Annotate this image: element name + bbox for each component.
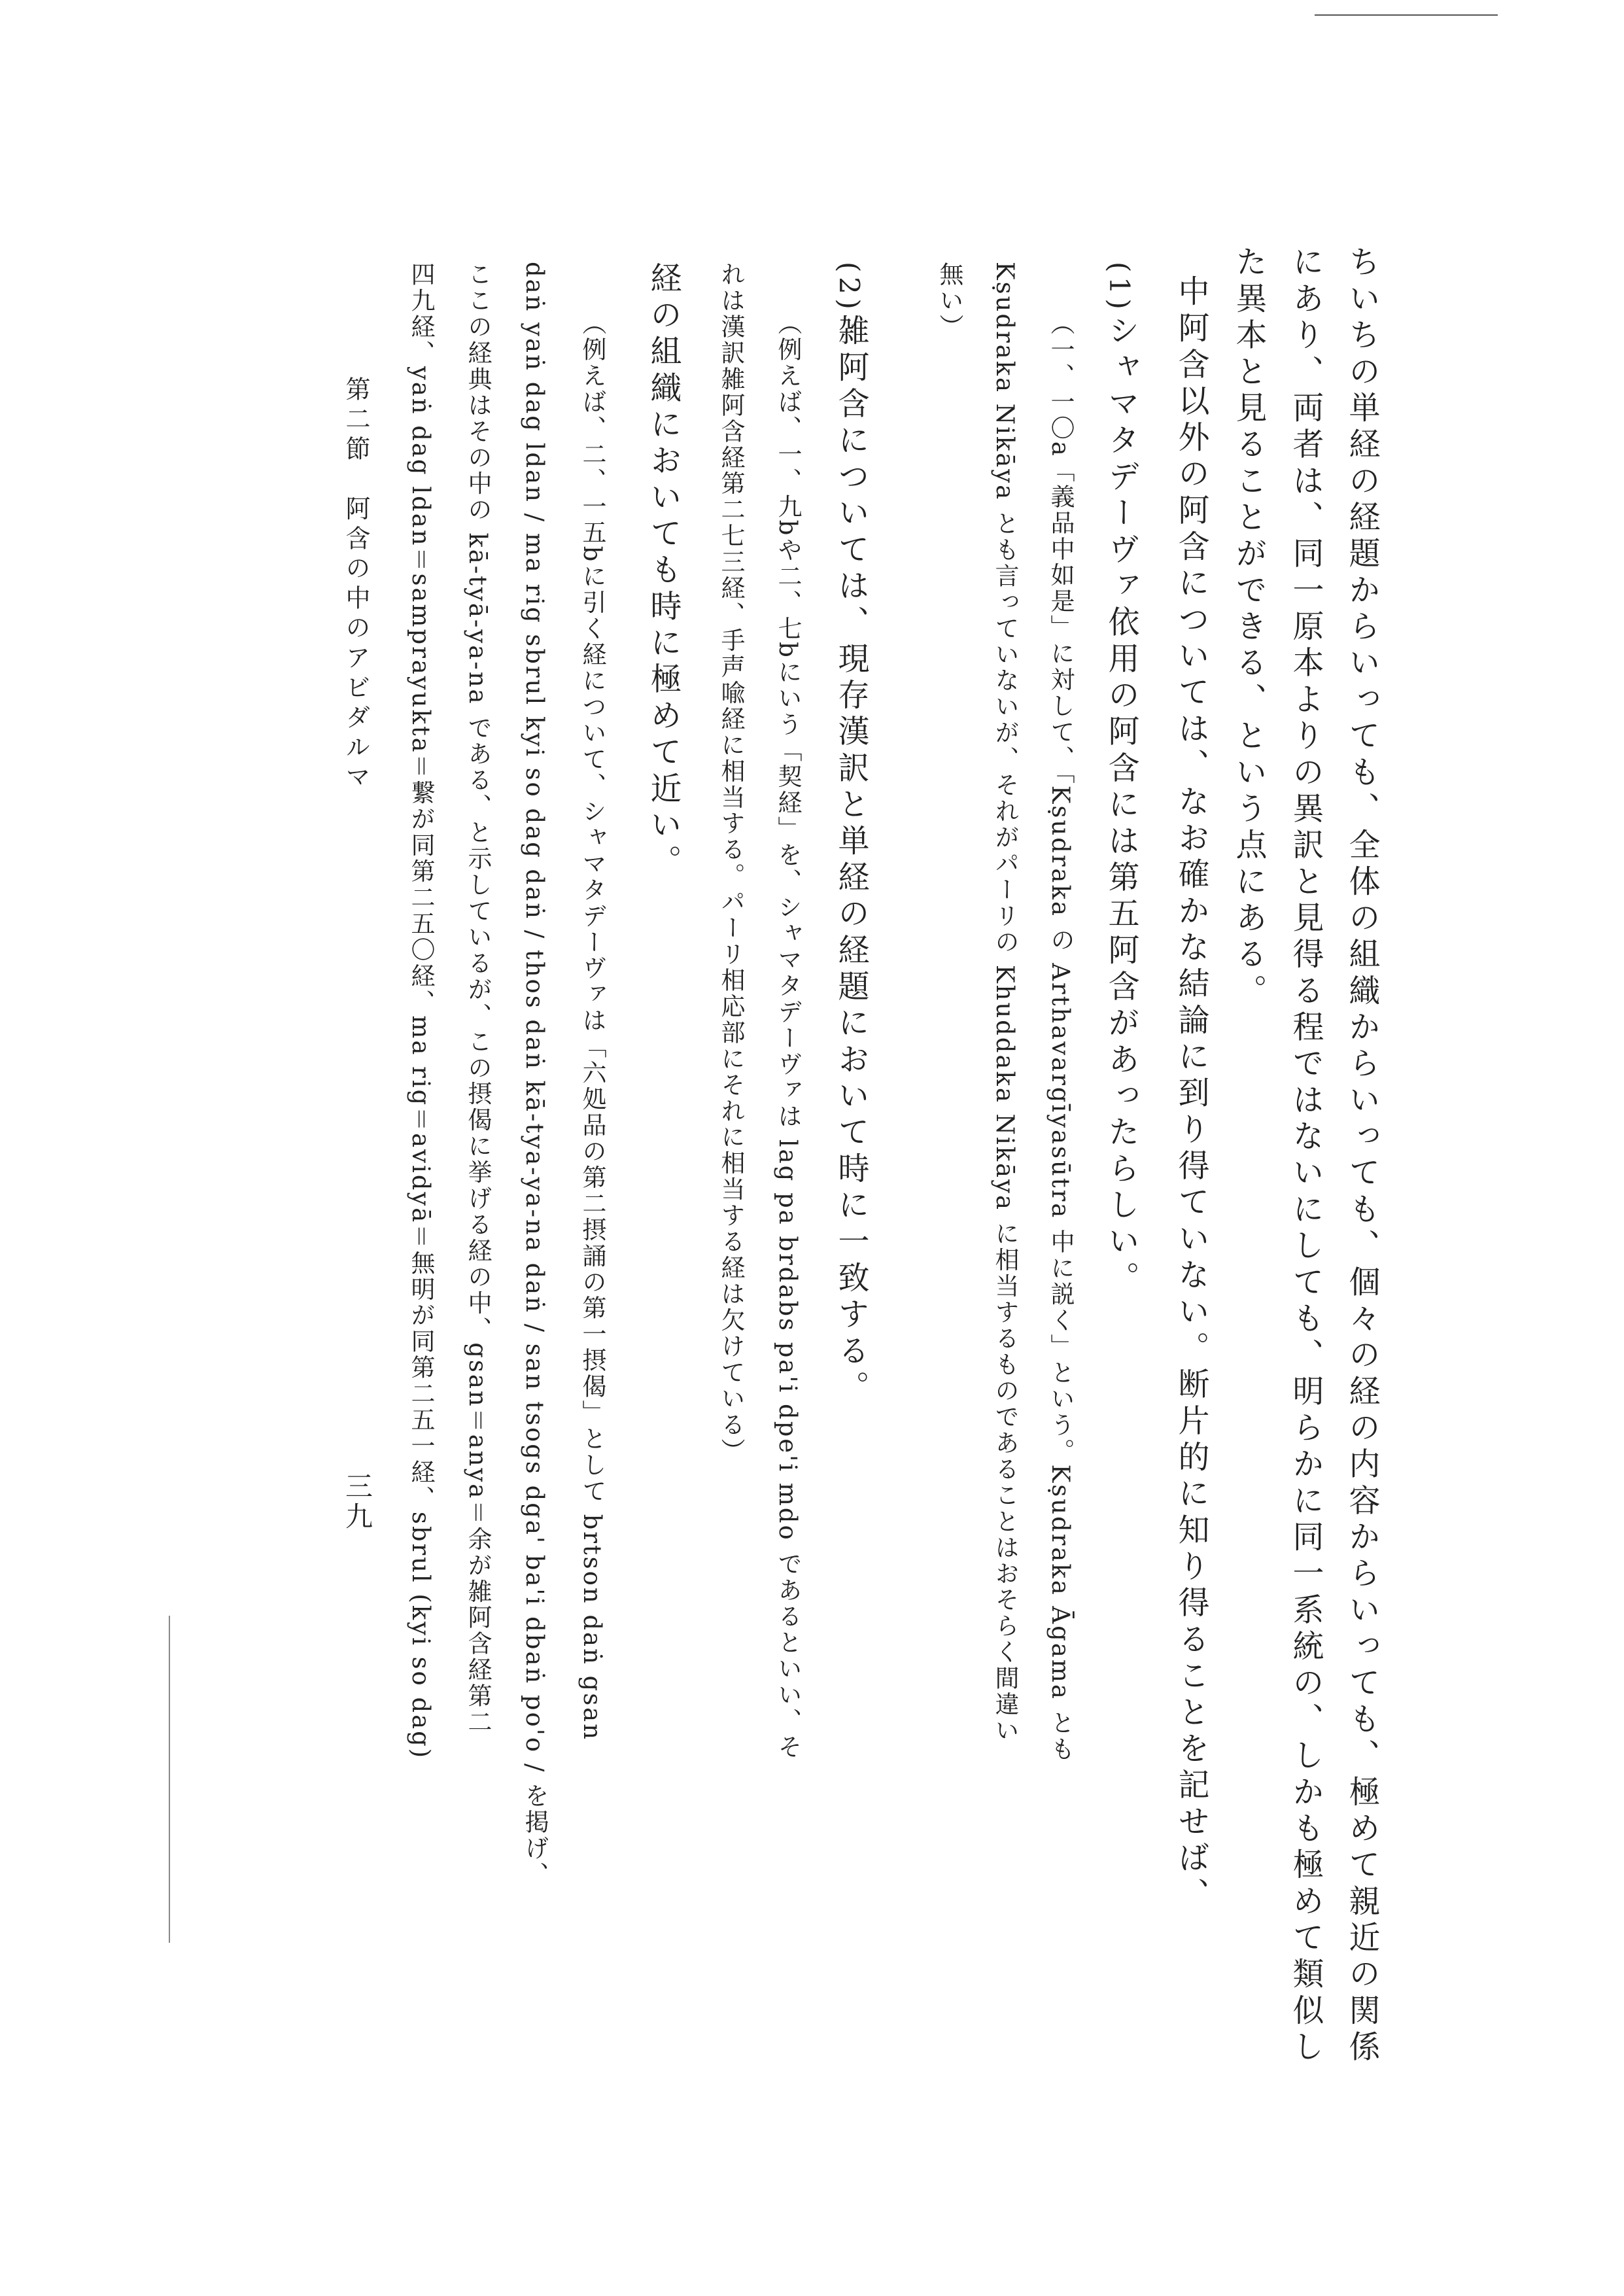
left-margin-rule — [169, 1616, 170, 1943]
note-line-1: （一、一〇a「義品中如是」に対して、「Kṣudraka の Arthavargīyasūtra 中に説く」という。Kṣudraka Āgama とも — [1046, 311, 1075, 1763]
section-marker-1: (1) — [1103, 262, 1135, 314]
note-line-5: れは漢訳雑阿含経第二七三経、手声喩経に相当する。パーリ相応部にそれに相当する経は欠けている） — [717, 262, 745, 1465]
running-head: 第二節 阿含の中のアビダルマ — [341, 376, 370, 794]
body-line-7: 経の組織においても時に極めて近い。 — [645, 262, 682, 881]
note-line-4: （例えば、一、九bや二、七bにいう「契経」を、シャマタデーヴァは lag pa brdabs pa'i dpe'i mdo であるといい、そ — [774, 311, 802, 1761]
body-line-4: 中阿含以外の阿含については、なお確かな結論に到り得ていない。断片的に知り得ることを記せば、 — [1173, 275, 1209, 1914]
note-line-6: （例えば、二、一五bに引く経について、シャマタデーヴァは「六処品の第二摂誦の第一摂偈」として brtson daṅ gsan — [578, 311, 606, 1741]
note-line-9: 四九経、yaṅ dag ldan＝samprayukta＝繋が同第二五〇経、ma rig＝avidyā＝無明が同第二五一経、sbrul (kyi so dag) — [407, 262, 435, 1760]
note-line-8: ここの経典はその中の kā-tyā-ya-na である、と示しているが、この摂偈に挙げる経の中、gsan＝anya＝余が雑阿含経第二 — [464, 262, 492, 1735]
top-rule — [1315, 14, 1498, 16]
note-line-2: Kṣudraka Nikāya とも言っていないが、それがパーリの Khuddaka Nikāya に相当するものであることはおそらく間違い — [991, 262, 1019, 1744]
body-line-2: にあり、両者は、同一原本よりの異訳と見得る程ではないにしても、明らかに同一系統の、しかも極めて類似し — [1287, 245, 1324, 2066]
body-line-6: 雑阿含については、現存漢訳と単経の経題において時に一致する。 — [833, 314, 869, 1407]
note-line-7: daṅ yaṅ dag ldan / ma rig sbrul kyi so dag daṅ / thos daṅ kā-tya-ya-na daṅ / san tsogs dga' ba'i dbaṅ po'o / を掲げ、 — [521, 262, 549, 1888]
page-number: 三九 — [341, 1472, 373, 1533]
section-marker-2: (2) — [833, 262, 865, 314]
body-line-3: た異本と見ることができる、という点にある。 — [1230, 245, 1267, 1011]
note-line-3: 無い） — [935, 262, 963, 340]
body-line-1: ちいちの単経の経題からいっても、全体の組織からいっても、個々の経の内容からいっても、極めて親近の関係 — [1343, 245, 1380, 2066]
body-line-5: シャマタデーヴァ依用の阿含には第五阿含があったらしい。 — [1103, 314, 1139, 1298]
